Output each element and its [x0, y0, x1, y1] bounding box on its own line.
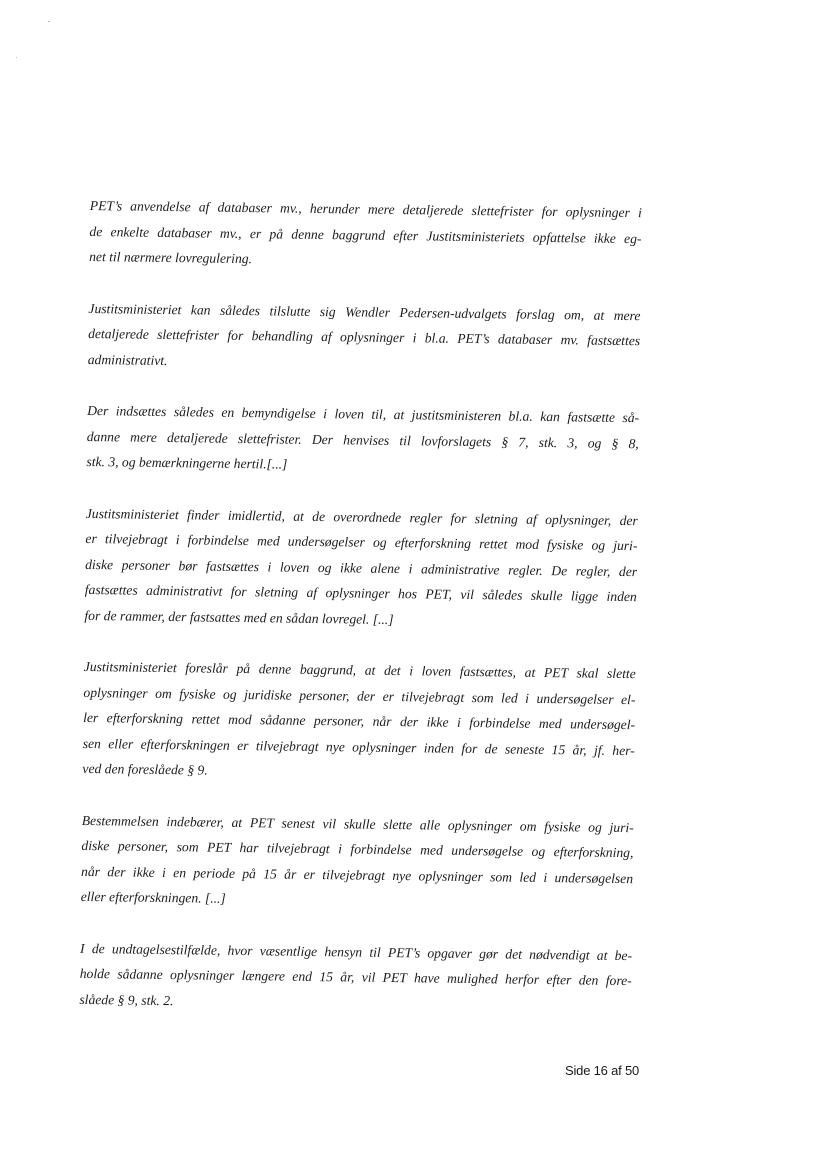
paragraph-committee-proposal [88, 295, 641, 379]
text-line: danne mere detaljerede slettefrister. Der henvises til lovforslagets § 7, stk. 3, og § 8, [86, 428, 639, 451]
text-line: I de undtagelsestilfælde, hvor væsentlige hensyn til PET’s opgaver gør det nødvendigt at be- [80, 940, 633, 963]
text-line: holde sådanne oplysninger længere end 15 år, vil PET have mulighed herfor efter den fore- [79, 965, 632, 989]
paragraph-authorization [86, 398, 639, 482]
text-line: stk. 3, og bemærkningerne hertil.[...] [86, 453, 288, 472]
text-line: diske personer, som PET har tilvejebragt i forbindelse med undersøgelse og efterforskning, [81, 837, 634, 861]
text-line: ler efterforskning rettet mod sådanne personer, når der ikke i forbindelse med undersøgel- [83, 709, 636, 733]
text-line: eller efterforskningen. [...] [80, 888, 226, 906]
paragraph-ministry-proposal [82, 654, 636, 789]
text-line: ved den foreslåede § 9. [82, 760, 208, 778]
text-line: detaljerede slettefrister for behandling af oplysninger i bl.a. PET’s databaser mv. fastsættes [88, 325, 641, 349]
scan-speck [16, 57, 17, 58]
paragraph-exceptions [79, 935, 632, 1019]
text-line: er tilvejebragt i forbindelse med undersøgelser og efterforskning rettet mod fysiske og juri- [85, 530, 638, 554]
text-line: når der ikke i en periode på 15 år er tilvejebragt nye oplysninger som led i undersøgelsen [81, 863, 634, 886]
text-line: de enkelte databaser mv., er på denne baggrund efter Justitsministeriets opfattelse ikke eg- [89, 223, 642, 246]
text-line: oplysninger om fysiske og juridiske personer, der er tilvejebragt som led i undersøgelser el- [83, 684, 636, 707]
text-line: Justitsministeriet finder imidlertid, at de overordnede regler for sletning af oplysninger, der [85, 505, 638, 528]
text-line: PET’s anvendelse af databaser mv., herunder mere detaljerede slettefrister for oplysninger i [89, 197, 642, 221]
text-line: slåede § 9, stk. 2. [79, 991, 174, 1008]
scan-speck [48, 21, 50, 22]
text-line: administrativt. [87, 351, 168, 368]
text-line: Justitsministeriet kan således tilslutte sig Wendler Pedersen-udvalgets forslag om, at mere [88, 300, 641, 323]
text-line: for de rammer, der fastsattes med en sådan lovregel. [...] [84, 607, 394, 627]
page-number: Side 16 af 50 [565, 1063, 640, 1078]
paragraph-database-use [89, 193, 642, 277]
text-line: sen eller efterforskningen er tilvejebragt nye oplysninger inden for de seneste 15 år, jf. her- [82, 735, 635, 758]
paragraph-deletion-rules [84, 500, 638, 635]
paragraph-provision-implication [81, 807, 634, 916]
text-line: diske personer bør fastsættes i loven og ikke alene i administrative regler. De regler, der [85, 556, 638, 579]
text-line: Justitsministeriet foreslår på denne baggrund, at det i loven fastsættes, at PET skal slette [83, 658, 636, 682]
text-line: fastsættes administrativt for sletning af oplysninger hos PET, vil således skulle ligge inden [84, 581, 637, 605]
text-line: Der indsættes således en bemyndigelse i loven til, at justitsministeren bl.a. kan fastsætte så- [87, 402, 640, 426]
text-line: Bestemmelsen indebærer, at PET senest vil skulle slette alle oplysninger om fysiske og juri- [81, 812, 634, 835]
text-line: net til nærmere lovregulering. [89, 248, 253, 267]
document-body [79, 193, 642, 1045]
